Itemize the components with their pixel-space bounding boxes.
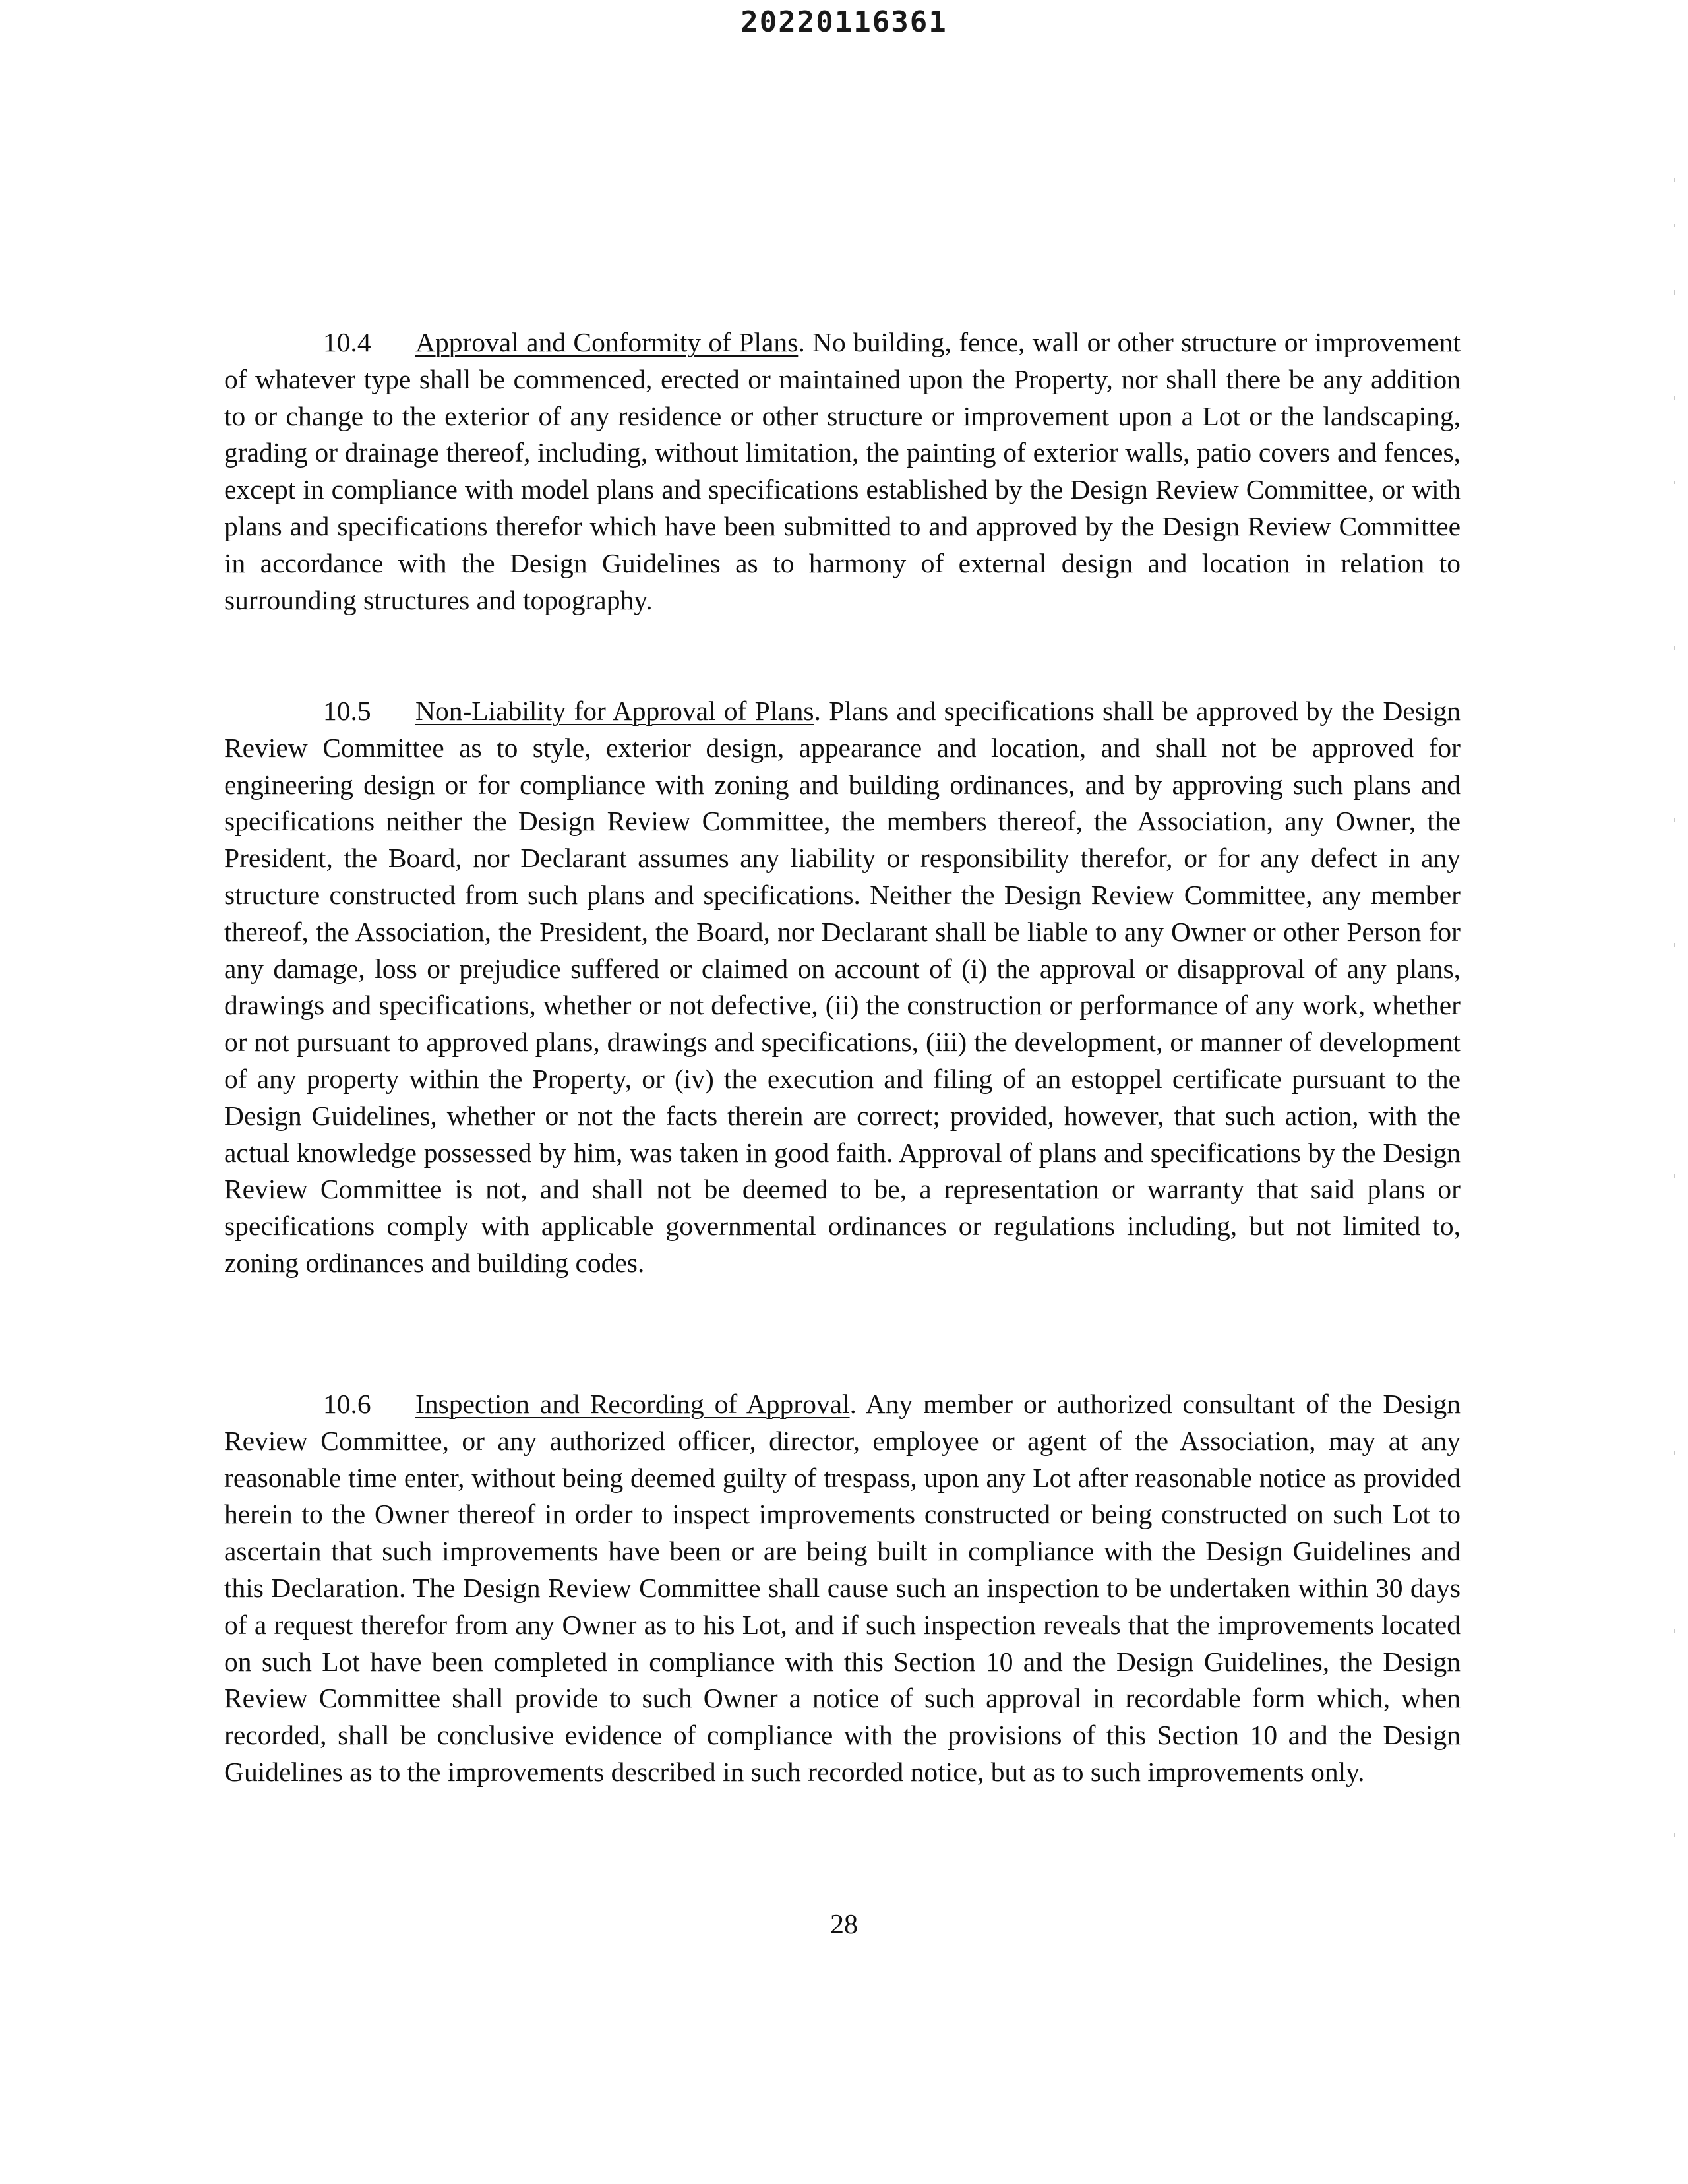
section-number: 10.4 (323, 327, 371, 357)
section-heading: Non-Liability for Approval of Plans (415, 696, 814, 726)
page-number: 28 (830, 1910, 858, 1940)
section-number: 10.6 (323, 1389, 371, 1419)
section-heading: Approval and Conformity of Plans (415, 327, 799, 357)
section-body: . No building, fence, wall or other structure or improvement of whatever type shall be commenced, erected or maintained upon the Property, nor shall there be any addition to or change to the exterior of any residence or other structure or improvement upon a Lot or the landscaping, grading or drainage thereof, including, without limitation, the painting of exterior walls, patio covers and fences, except in compliance with model plans and specifications established by the Design Review Committee, or with plans and specifications therefor which have been submitted to and approved by the Design Review Committee in accordance with the Design Guidelines as to harmony of external design and location in relation to surrounding structures and topography. (224, 327, 1461, 615)
section-10-6 (224, 1386, 1461, 1791)
section-10-5 (224, 693, 1461, 1282)
section-10-4 (224, 324, 1461, 619)
section-body: . Any member or authorized consultant of the Design Review Committee, or any authorized officer, director, employee or agent of the Association, may at any reasonable time enter, without being deemed guilty of trespass, upon any Lot after reasonable notice as provided herein to the Owner thereof in order to inspect improvements constructed or being constructed on such Lot to ascertain that such improvements have been or are being built in compliance with the Design Guidelines and this Declaration. The Design Review Committee shall cause such an inspection to be undertaken within 30 days of a request therefor from any Owner as to his Lot, and if such inspection reveals that the improvements located on such Lot have been completed in compliance with this Section 10 and the Design Guidelines, the Design Review Committee shall provide to such Owner a notice of such approval in recordable form which, when recorded, shall be conclusive evidence of compliance with the provisions of this Section 10 and the Design Guidelines as to the improvements described in such recorded notice, but as to such improvements only. (224, 1389, 1461, 1787)
scan-margin-marks (1662, 0, 1688, 2184)
section-number: 10.5 (323, 696, 371, 726)
recording-number: 20220116361 (740, 5, 948, 39)
section-heading: Inspection and Recording of Approval (415, 1389, 850, 1419)
section-body: . Plans and specifications shall be approved by the Design Review Committee as to style, exterior design, appearance and location, and shall not be approved for engineering design or for compliance with zoning and building ordinances, and by approving such plans and specifications neither the Design Review Committee, the members thereof, the Association, any Owner, the President, the Board, nor Declarant assumes any liability or responsibility therefor, or for any defect in any structure constructed from such plans and specifications. Neither the Design Review Committee, any member thereof, the Association, the President, the Board, nor Declarant shall be liable to any Owner or other Person for any damage, loss or prejudice suffered or claimed on account of (i) the approval or disapproval of any plans, drawings and specifications, whether or not defective, (ii) the construction or performance of any work, whether or not pursuant to approved plans, drawings and specifications, (iii) the development, or manner of development of any property within the Property, or (iv) the execution and filing of an estoppel certificate pursuant to the Design Guidelines, whether or not the facts therein are correct; provided, however, that such action, with the actual knowledge possessed by him, was taken in good faith. Approval of plans and specifications by the Design Review Committee is not, and shall not be deemed to be, a representation or warranty that said plans or specifications comply with applicable governmental ordinances or regulations including, but not limited to, zoning ordinances and building codes. (224, 696, 1461, 1278)
